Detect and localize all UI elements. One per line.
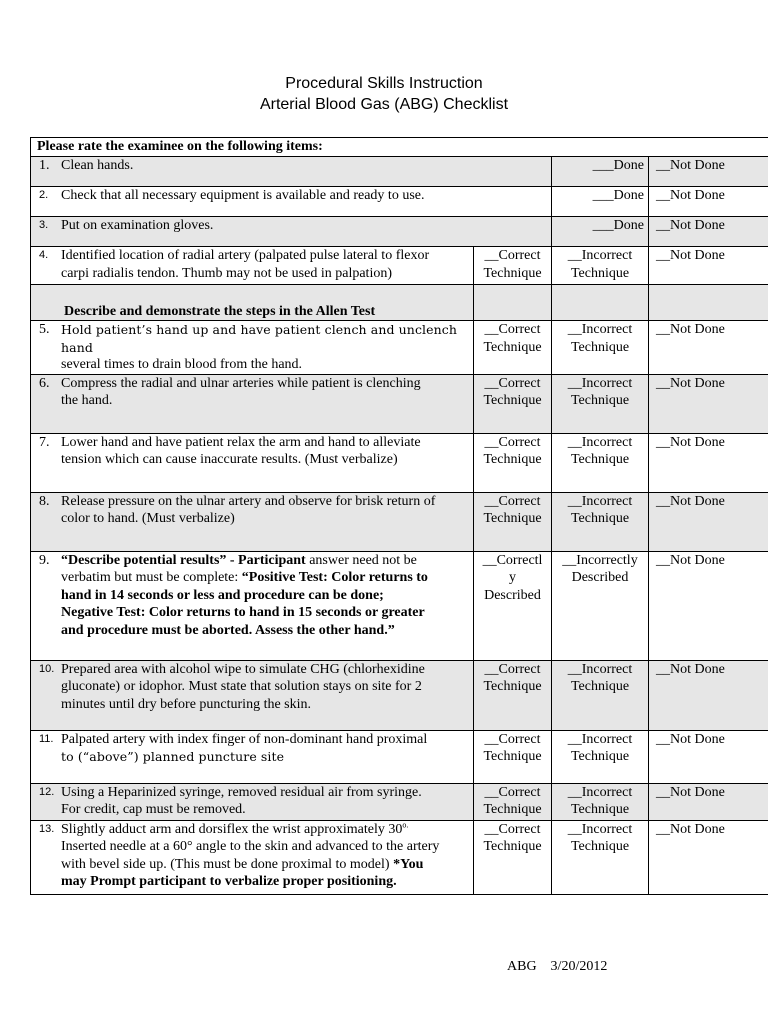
not-done-option[interactable]: __Not Done: [649, 730, 768, 783]
item-text-bold: hand in 14 seconds or less and procedure can be done;: [61, 587, 384, 603]
not-done-option[interactable]: __Not Done: [649, 157, 768, 187]
not-done-option[interactable]: __Not Done: [649, 321, 768, 375]
item-number: 2.: [39, 189, 49, 201]
checklist-row-10: [31, 660, 768, 730]
item-text-line: color to hand. (Must verbalize): [61, 511, 235, 526]
not-done-option[interactable]: __Not Done: [649, 660, 768, 730]
checklist-row-12: [31, 783, 768, 820]
item-text-line: the hand.: [61, 393, 113, 408]
item-text-line: Compress the radial and ulnar arteries while patient is clenching: [61, 375, 421, 391]
not-done-option[interactable]: __Not Done: [649, 217, 768, 247]
not-done-option[interactable]: __Not Done: [649, 820, 768, 894]
page-subtitle: Arterial Blood Gas (ABG) Checklist: [259, 96, 509, 113]
item-text-line: For credit, cap must be removed.: [61, 802, 246, 817]
item-text-line: to (“above”) planned puncture site: [61, 749, 285, 764]
incorrect-technique-option[interactable]: __Incorrect Technique: [552, 783, 649, 820]
item-text: Check that all necessary equipment is available and ready to use.: [61, 188, 425, 203]
item-text-line: Prepared area with alcohol wipe to simulate CHG (chlorhexidine: [61, 661, 425, 677]
degree-superscript: o.: [402, 819, 409, 829]
correct-technique-option[interactable]: __Correct Technique: [474, 660, 552, 730]
item-text-bold: Negative Test: Color returns to hand in 15 seconds or greater: [61, 605, 425, 620]
item-text-line: Lower hand and have patient relax the arm and hand to alleviate: [61, 434, 421, 450]
item-text: verbatim but must be complete:: [61, 570, 242, 585]
table-header: Please rate the examinee on the following items:: [31, 138, 768, 157]
checklist-row-9: [31, 551, 768, 660]
correct-technique-option[interactable]: __Correct Technique: [474, 783, 552, 820]
item-number: 10.: [39, 662, 55, 675]
item-number: 8.: [39, 493, 50, 509]
correct-technique-option[interactable]: __Correct Technique: [474, 820, 552, 894]
item-text: with bevel side up. (This must be done proximal to model): [61, 856, 394, 872]
not-done-option[interactable]: __Not Done: [649, 187, 768, 217]
item-text-line: several times to drain blood from the hand.: [61, 357, 303, 372]
item-number: 4.: [39, 249, 49, 261]
not-done-option[interactable]: __Not Done: [649, 247, 768, 285]
checklist-row-1: [31, 157, 768, 187]
item-text-line: Palpated artery with index finger of non-dominant hand proximal: [61, 731, 428, 747]
item-text-line: Using a Heparinized syringe, removed residual air from syringe.: [61, 784, 422, 800]
incorrect-technique-option[interactable]: __Incorrect Technique: [552, 433, 649, 492]
item-text-line: gluconate) or idophor. Must state that solution stays on site for 2: [61, 679, 422, 694]
item-number: 13.: [39, 822, 55, 835]
checklist-row-8: [31, 492, 768, 551]
incorrect-technique-option[interactable]: __Incorrect Technique: [552, 660, 649, 730]
allen-test-section-row: [31, 285, 768, 321]
correct-technique-option[interactable]: __Correct Technique: [474, 433, 552, 492]
item-text: Clean hands.: [61, 158, 134, 173]
correct-technique-option[interactable]: __Correct Technique: [474, 492, 552, 551]
not-done-option[interactable]: __Not Done: [649, 492, 768, 551]
correctly-described-option[interactable]: __Correctl y Described: [474, 551, 552, 660]
item-number: 6.: [39, 375, 50, 391]
checklist-row-11: [31, 730, 768, 783]
item-text: Put on examination gloves.: [61, 218, 214, 233]
item-number: 5.: [39, 322, 50, 337]
item-text-bold: and procedure must be aborted. Assess the other hand.”: [61, 622, 395, 638]
item-text: Slightly adduct arm and dorsiflex the wrist approximately 30: [61, 821, 403, 837]
checklist-row-3: [31, 217, 768, 247]
item-number: 9.: [39, 552, 50, 568]
item-text-line: Release pressure on the ulnar artery and observe for brisk return of: [61, 493, 436, 509]
item-text-bold: “Positive Test: Color returns to: [241, 570, 428, 585]
item-number: 1.: [39, 158, 50, 173]
checklist-row-7: [31, 433, 768, 492]
item-text-bold: may Prompt participant to verbalize proper positioning.: [61, 874, 397, 889]
checklist-row-13: [31, 820, 768, 894]
item-text-line: carpi radialis tendon. Thumb may not be used in palpation): [61, 265, 392, 281]
correct-technique-option[interactable]: __Correct Technique: [474, 374, 552, 433]
item-number: 7.: [39, 434, 50, 450]
incorrect-technique-option[interactable]: __Incorrect Technique: [552, 492, 649, 551]
done-option[interactable]: ___Done: [552, 217, 649, 247]
not-done-option[interactable]: __Not Done: [649, 374, 768, 433]
item-text-line: Identified location of radial artery (palpated pulse lateral to flexor: [61, 248, 430, 263]
item-number: 12.: [39, 785, 55, 798]
correct-technique-option[interactable]: __Correct Technique: [474, 730, 552, 783]
done-option[interactable]: ___Done: [552, 187, 649, 217]
incorrect-technique-option[interactable]: __Incorrect Technique: [552, 321, 649, 375]
incorrect-technique-option[interactable]: __Incorrect Technique: [552, 820, 649, 894]
not-done-option[interactable]: __Not Done: [649, 551, 768, 660]
page-footer: ABG 3/20/2012: [507, 959, 608, 974]
item-text: Inserted needle at a 60° angle to the skin and advanced to the artery: [61, 839, 440, 854]
item-text-bold: “Describe potential results” - Participant: [61, 552, 306, 568]
checklist-row-4: [31, 247, 768, 285]
item-text-line: Hold patient’s hand up and have patient clench and unclench hand: [61, 322, 458, 355]
incorrect-technique-option[interactable]: __Incorrect Technique: [552, 374, 649, 433]
checklist-row-5: [31, 321, 768, 375]
correct-technique-option[interactable]: __Correct Technique: [474, 247, 552, 285]
checklist-row-6: [31, 374, 768, 433]
incorrectly-described-option[interactable]: __Incorrectly Described: [552, 551, 649, 660]
incorrect-technique-option[interactable]: __Incorrect Technique: [552, 730, 649, 783]
item-text-bold: *You: [393, 856, 424, 872]
checklist-row-2: [31, 187, 768, 217]
item-number: 3.: [39, 219, 49, 231]
abg-checklist-table: [30, 137, 768, 895]
done-option[interactable]: ___Done: [552, 157, 649, 187]
item-number: 11.: [39, 732, 54, 745]
not-done-option[interactable]: __Not Done: [649, 783, 768, 820]
not-done-option[interactable]: __Not Done: [649, 433, 768, 492]
item-text: answer need not be: [305, 552, 417, 568]
page-title: Procedural Skills Instruction: [285, 75, 483, 92]
item-text-line: tension which can cause inaccurate results. (Must verbalize): [61, 452, 398, 467]
incorrect-technique-option[interactable]: __Incorrect Technique: [552, 247, 649, 285]
correct-technique-option[interactable]: __Correct Technique: [474, 321, 552, 375]
item-text-line: minutes until dry before puncturing the skin.: [61, 696, 312, 712]
allen-test-heading: Describe and demonstrate the steps in the Allen Test: [31, 285, 474, 321]
